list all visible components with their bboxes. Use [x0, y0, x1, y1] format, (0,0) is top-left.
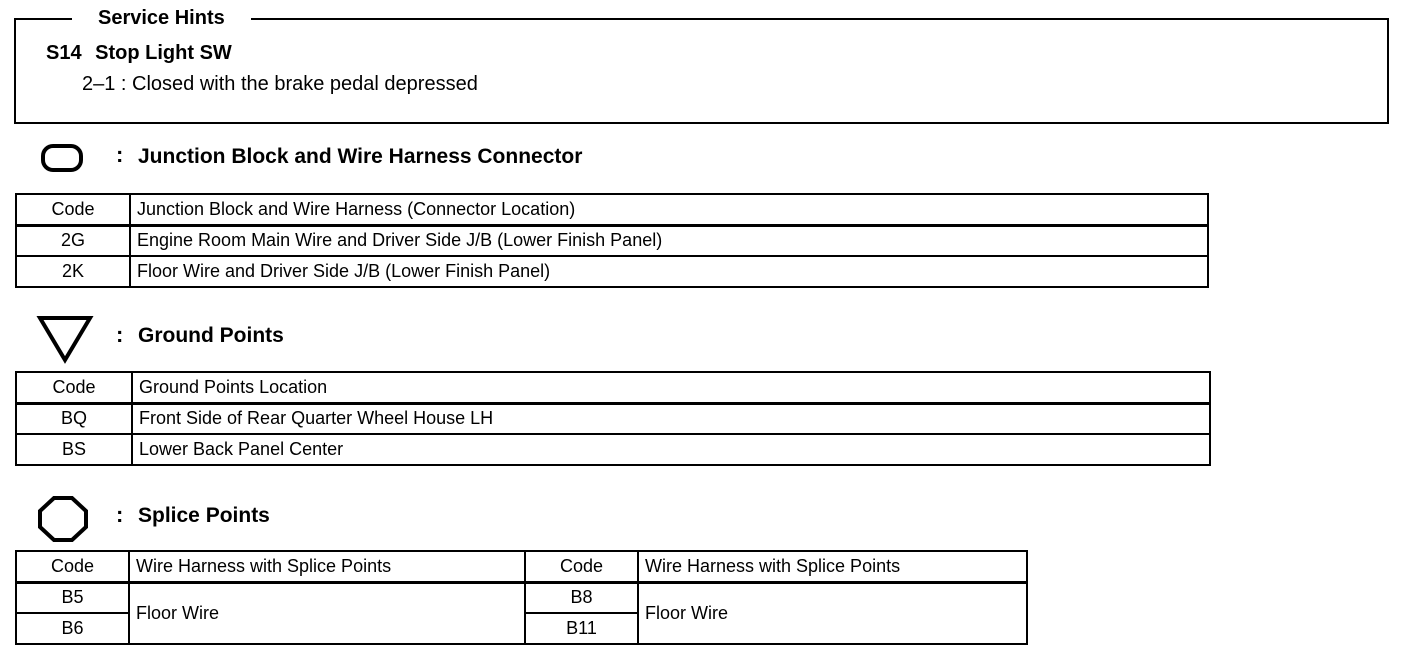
row-location: Floor Wire and Driver Side J/B (Lower Finish Panel) [130, 256, 1208, 287]
inverted-triangle-icon [36, 314, 96, 364]
table-header-row [16, 194, 1208, 225]
column-header-code: Code [525, 551, 638, 582]
table-row [16, 225, 1208, 256]
table-row [16, 403, 1210, 434]
row-code: 2G [16, 225, 130, 256]
column-header-code: Code [16, 551, 129, 582]
column-header-location: Junction Block and Wire Harness (Connector Location) [130, 194, 1208, 225]
junction-title: Junction Block and Wire Harness Connector [138, 145, 583, 168]
ground-colon: : [116, 322, 124, 347]
table-header-row [16, 551, 1027, 582]
row-code: B11 [525, 613, 638, 644]
table-row [16, 582, 1027, 613]
hint-component-code: S14 [46, 42, 82, 64]
column-header-harness: Wire Harness with Splice Points [638, 551, 1027, 582]
column-header-code: Code [16, 194, 130, 225]
row-location: Lower Back Panel Center [132, 434, 1210, 465]
junction-table [15, 193, 1209, 288]
row-code: B6 [16, 613, 129, 644]
row-code: BQ [16, 403, 132, 434]
ground-title: Ground Points [138, 324, 284, 347]
row-location: Front Side of Rear Quarter Wheel House LH [132, 403, 1210, 434]
column-header-location: Ground Points Location [132, 372, 1210, 403]
column-header-harness: Wire Harness with Splice Points [129, 551, 525, 582]
splice-title: Splice Points [138, 504, 270, 527]
column-header-code: Code [16, 372, 132, 403]
row-code: B5 [16, 582, 129, 613]
table-header-row [16, 372, 1210, 403]
row-code: B8 [525, 582, 638, 613]
row-code: 2K [16, 256, 130, 287]
row-harness: Floor Wire [638, 582, 1027, 644]
table-row [16, 434, 1210, 465]
service-hint-title [46, 42, 232, 65]
ground-table [15, 371, 1211, 466]
splice-colon: : [116, 502, 124, 527]
rounded-rectangle-icon [36, 140, 86, 176]
junction-colon: : [116, 142, 124, 167]
hint-detail: 2–1 : Closed with the brake pedal depressed [82, 73, 478, 95]
row-harness: Floor Wire [129, 582, 525, 644]
row-location: Engine Room Main Wire and Driver Side J/B (Lower Finish Panel) [130, 225, 1208, 256]
row-code: BS [16, 434, 132, 465]
service-hints-heading: Service Hints [72, 6, 251, 30]
splice-table [15, 550, 1028, 645]
table-row [16, 256, 1208, 287]
octagon-icon [36, 494, 92, 544]
hint-component-name: Stop Light SW [95, 42, 232, 64]
service-hints-box [14, 18, 1389, 124]
